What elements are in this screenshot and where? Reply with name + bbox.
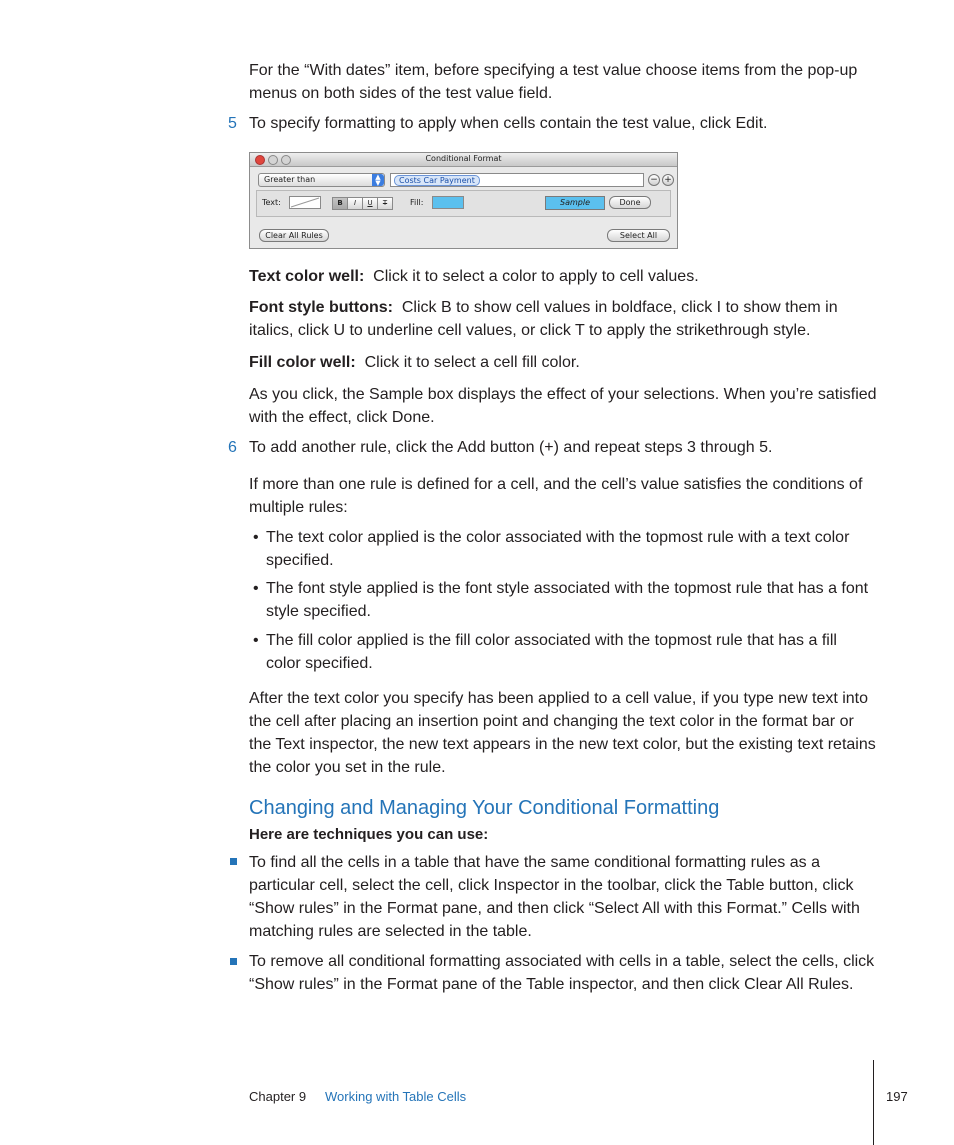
multiple-rules-paragraph: If more than one rule is defined for a cell, and the cell’s value satisfies the conditions of multiple rules: xyxy=(249,476,863,516)
technique-item: To find all the cells in a table that have the same conditional formatting rules as a particular cell, select the cell, click Inspector in the toolbar, click the Table button, click “Show rules” in the Format pane, and then click “Select All with this Format.” Cells with matching rules are selected in the table. xyxy=(249,854,860,940)
no-color-slash-icon xyxy=(290,197,320,208)
bullet-icon: • xyxy=(253,632,259,649)
bold-button[interactable]: B xyxy=(332,197,348,210)
format-panel xyxy=(256,190,671,217)
select-all-button[interactable]: Select All xyxy=(607,229,670,242)
remove-rule-button[interactable]: − xyxy=(648,174,660,186)
definition-desc: Click it to select a cell fill color. xyxy=(364,354,580,371)
text-color-well[interactable] xyxy=(289,196,321,209)
bullet-item: The font style applied is the font style associated with the topmost rule that has a font style specified. xyxy=(266,580,869,620)
definition-desc: Click B to show cell values in boldface, click I to show them in italics, click U to underline cell values, or click T to apply the strikethrough style. xyxy=(249,299,838,339)
test-value-field[interactable] xyxy=(390,173,644,187)
step-number: 6 xyxy=(228,439,237,456)
conditional-format-dialog xyxy=(249,152,678,249)
definition-desc: Click it to select a color to apply to cell values. xyxy=(373,268,699,285)
popup-arrows-icon: ▲ ▼ xyxy=(372,174,384,186)
footer-chapter: Chapter 9 xyxy=(249,1089,307,1104)
technique-item: To remove all conditional formatting associated with cells in a table, select the cells, click “Show rules” in the Format pane of the Table inspector, and then click Clear All Rules. xyxy=(249,953,875,993)
square-bullet-icon xyxy=(230,958,237,965)
add-rule-button[interactable]: + xyxy=(662,174,674,186)
step-text: To specify formatting to apply when cells contain the test value, click Edit. xyxy=(249,115,768,132)
step-text: To add another rule, click the Add button (+) and repeat steps 3 through 5. xyxy=(249,439,773,456)
done-button[interactable]: Done xyxy=(609,196,651,209)
footer-chapter-title: Working with Table Cells xyxy=(325,1089,467,1104)
bullet-icon: • xyxy=(253,529,259,546)
intro-paragraph: For the “With dates” item, before specifying a test value choose items from the pop-up menus on both sides of the test value field. xyxy=(249,62,858,102)
square-bullet-icon xyxy=(230,858,237,865)
dialog-title: Conditional Format xyxy=(425,154,502,163)
bullet-icon: • xyxy=(253,580,259,597)
condition-popup[interactable] xyxy=(258,173,385,187)
page-number: 197 xyxy=(886,1089,908,1104)
condition-popup-value: Greater than xyxy=(264,175,316,184)
after-paragraph: After the text color you specify has been applied to a cell value, if you type new text into the cell after placing an insertion point and changing the text color in the format bar or the Text inspector, the new text appears in the new text color, but the existing text retains the color you set in the rule. xyxy=(249,690,876,776)
fill-color-well[interactable] xyxy=(432,196,464,209)
sample-paragraph: As you click, the Sample box displays the effect of your selections. When you’re satisfied with the effect, click Done. xyxy=(249,386,877,426)
fill-label: Fill: xyxy=(410,198,424,207)
clear-all-rules-button[interactable]: Clear All Rules xyxy=(259,229,329,242)
section-subheading: Here are techniques you can use: xyxy=(249,826,489,843)
title-bar xyxy=(250,153,677,167)
definition-font-style xyxy=(249,296,879,342)
definition-term: Text color well: xyxy=(249,268,365,285)
text-label: Text: xyxy=(262,198,281,207)
definition-fill-color xyxy=(249,351,879,374)
underline-button[interactable]: U xyxy=(362,197,378,210)
cell-reference-token[interactable]: Costs Car Payment xyxy=(394,175,480,186)
bullet-item: The fill color applied is the fill color associated with the topmost rule that has a fill color specified. xyxy=(266,632,837,672)
strikethrough-button[interactable]: T xyxy=(377,197,393,210)
definition-term: Fill color well: xyxy=(249,354,356,371)
bullet-item: The text color applied is the color associated with the topmost rule with a text color specified. xyxy=(266,529,850,569)
footer-divider xyxy=(873,1060,874,1145)
italic-button[interactable]: I xyxy=(347,197,363,210)
definition-term: Font style buttons: xyxy=(249,299,393,316)
step-number: 5 xyxy=(228,115,237,132)
section-heading: Changing and Managing Your Conditional Formatting xyxy=(249,797,720,819)
definition-text-color xyxy=(249,265,879,288)
sample-box: Sample xyxy=(545,196,605,210)
